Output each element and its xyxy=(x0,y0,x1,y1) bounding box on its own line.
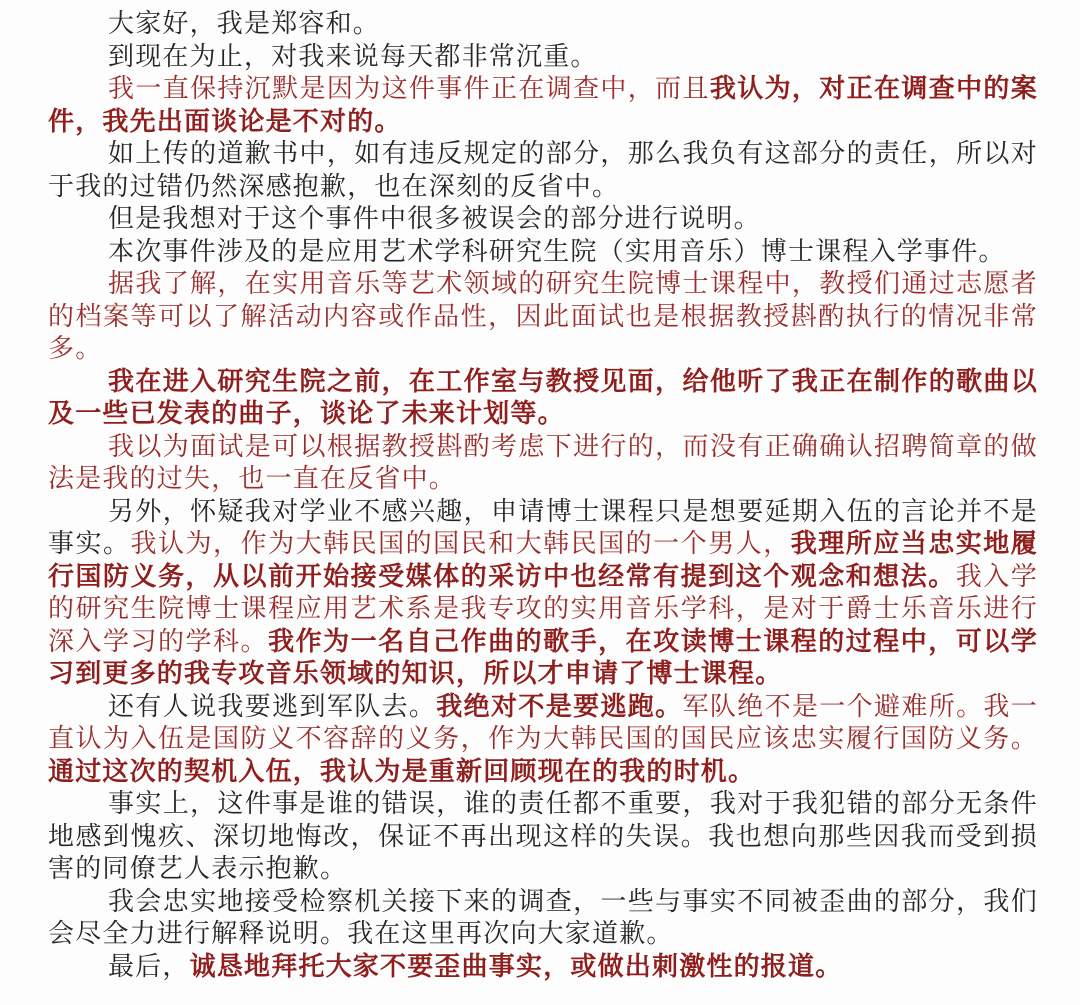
paragraph-greeting xyxy=(48,8,1038,41)
text-segment: 军队绝不是一个避难所。我一直认为入伍是国防义不容辞的义务，作为大韩民国的国民应该忠实履行国防义务。 xyxy=(48,691,1038,754)
text-segment: 如上传的道歉书中，如有违反规定的部分，那么我负有这部分的责任，所以对于我的过错仍然深感抱歉，也在深刻的反省中。 xyxy=(48,139,1038,202)
paragraph-event xyxy=(48,236,1038,269)
text-segment: 事实上，这件事是谁的错误，谁的责任都不重要，我对于我犯错的部分无条件地感到愧疚、深切地悔改，保证不再出现这样的失误。我也想向那些因我而受到损害的同僚艺人表示抱歉。 xyxy=(48,789,1038,884)
text-segment: 据我了解，在实用音乐等艺术领域的研究生院博士课程中，教授们通过志愿者的档案等可以了解活动内容或作品性，因此面试也是根据教授斟酌执行的情况非常多。 xyxy=(48,269,1038,364)
paragraph-apology-letter xyxy=(48,138,1038,203)
paragraph-investigation xyxy=(48,886,1038,951)
statement-document xyxy=(48,8,1038,983)
text-segment: 到现在为止，对我来说每天都非常沉重。 xyxy=(108,41,598,72)
text-segment: 另外，怀疑我对学业不感兴趣，申请博士课程只是想要延期入伍的言论并不是事实。 xyxy=(48,496,1038,559)
paragraph-final-request xyxy=(48,951,1038,984)
text-segment: 我入学的研究生院博士课程应用艺术系是我专攻的实用音乐学科，是对于爵士乐音乐进行深入学习的学科。 xyxy=(48,561,1038,657)
text-segment: 我认为，对正在调查中的案件，我先出面谈论是不对的。 xyxy=(48,74,1038,137)
text-segment: 通过这次的契机入伍，我认为是重新回顾现在的我的时机。 xyxy=(48,756,756,787)
paragraph-military-duty xyxy=(48,496,1038,691)
text-segment: 我绝对不是要逃跑。 xyxy=(436,691,683,722)
text-segment: 我作为一名自己作曲的歌手，在攻读博士课程的过程中，可以学习到更多的我专攻音乐领域的知识，所以才申请了博士课程。 xyxy=(48,626,1038,689)
text-segment: 但是我想对于这个事件中很多被误会的部分进行说明。 xyxy=(108,204,761,234)
text-segment: 本次事件涉及的是应用艺术学科研究生院（实用音乐）博士课程入学事件。 xyxy=(108,236,1006,267)
text-segment: 我会忠实地接受检察机关接下来的调查，一些与事实不同被歪曲的部分，我们会尽全力进行解释说明。我在这里再次向大家道歉。 xyxy=(48,886,1038,949)
text-segment: 我一直保持沉默是因为这件事件正在调查中，而且 xyxy=(108,74,710,104)
text-segment: 我理所应当忠实地履行国防义务，从以前开始接受媒体的采访中也经常有提到这个观念和想法。 xyxy=(48,529,1038,592)
text-segment: 还有人说我要逃到军队去。 xyxy=(108,691,437,722)
text-segment: 大家好，我是郑容和。 xyxy=(108,9,381,39)
paragraph-explain xyxy=(48,203,1038,236)
paragraph-not-escaping xyxy=(48,691,1038,789)
paragraph-understanding xyxy=(48,268,1038,366)
text-segment: 我以为面试是可以根据教授斟酌考虑下进行的，而没有正确确认招聘简章的做法是我的过失，也一直在反省中。 xyxy=(48,431,1038,494)
paragraph-silence xyxy=(48,73,1038,138)
text-segment: 我在进入研究生院之前，在工作室与教授见面，给他听了我正在制作的歌曲以及一些已发表的曲子，谈论了未来计划等。 xyxy=(48,366,1038,429)
paragraph-studio xyxy=(48,366,1038,431)
paragraph-mistake xyxy=(48,431,1038,496)
paragraph-feeling xyxy=(48,41,1038,74)
paragraph-responsibility xyxy=(48,788,1038,886)
text-segment: 我认为，作为大韩民国的国民和大韩民国的一个男人， xyxy=(130,529,791,559)
text-segment: 诚恳地拜托大家不要歪曲事实，或做出刺激性的报道。 xyxy=(189,951,843,982)
text-segment: 最后， xyxy=(108,951,190,982)
page-bottom-edge xyxy=(0,997,1080,1005)
